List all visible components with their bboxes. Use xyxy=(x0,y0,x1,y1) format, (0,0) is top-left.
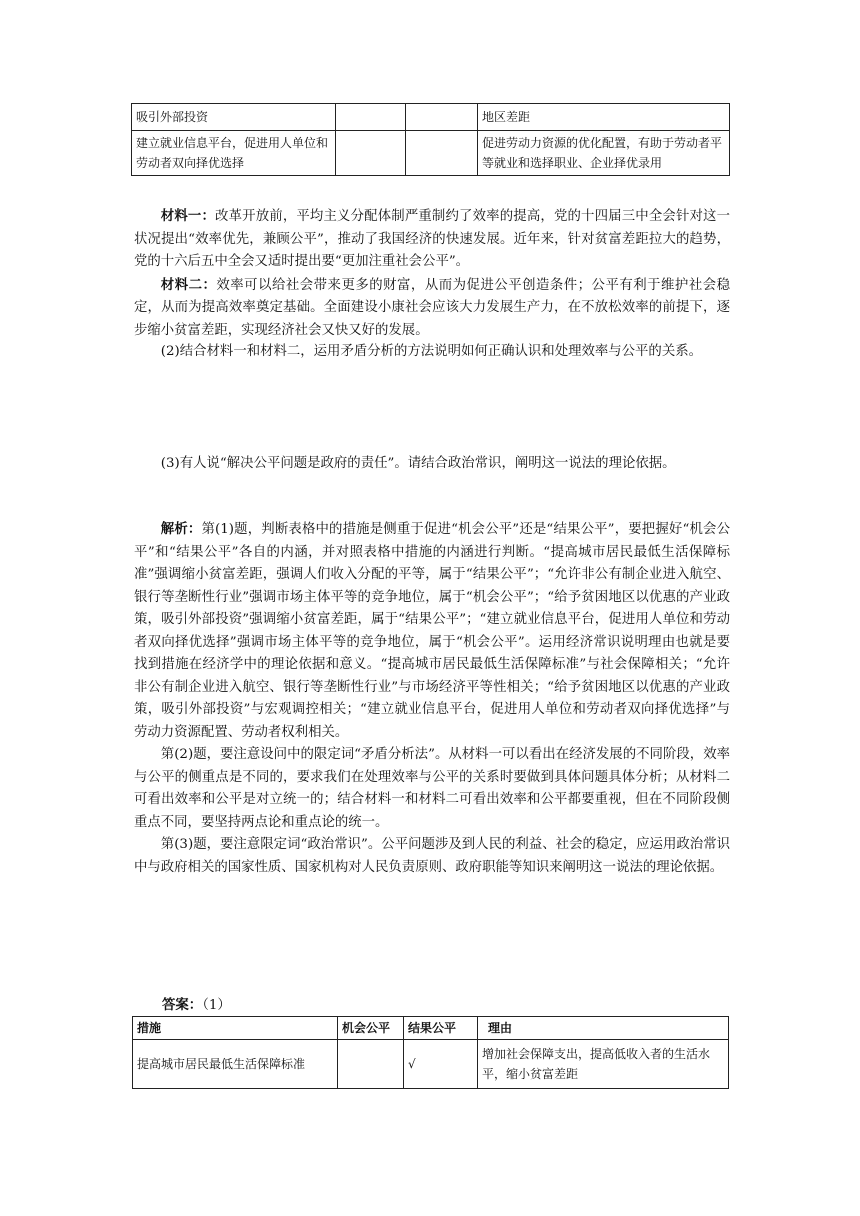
material-two-text: 效率可以给社会带来更多的财富，从而为促进公平创造条件；公平有利于维护社会稳定，从而为提高效率奠定基础。全面建设小康社会应该大力发展生产力，在不放松效率的前提下，逐步缩小贫富差距，实现经济社会又快又好的发展。 xyxy=(134,277,731,338)
material-one xyxy=(134,205,730,274)
table-row xyxy=(132,104,730,131)
question-3 xyxy=(134,453,730,476)
header-result-fairness: 结果公平 xyxy=(404,1017,478,1040)
opportunity-fairness-cell xyxy=(336,104,406,131)
analysis-paragraph-1 xyxy=(134,518,730,744)
table-row xyxy=(133,1040,729,1089)
result-fairness-cell xyxy=(406,104,478,131)
answer-suffix: （1） xyxy=(202,998,231,1013)
analysis-text-1: 第(1)题，判断表格中的措施是侧重于促进“机会公平”还是“结果公平”，要把握好“机会公平”和“结果公平”各自的内涵，并对照表格中措施的内涵进行判断。“提高城市居民最低生活保障标准”强调缩小贫富差距，强调人们收入分配的平等，属于“结果公平”；“允许非公有制企业进入航空、银行等垄断性行业”强调市场主体平等的竞争地位，属于“机会公平”；“给予贫困地区以优惠的产业政策，吸引外部投资”强调缩小贫富差距，属于“结果公平”；“建立就业信息平台，促进用人单位和劳动者双向择优选择”强调市场主体平等的竞争地位，属于“机会公平”。运用经济常识说明理由也就是要找到措施在经济学中的理论依据和意义。“提高城市居民最低生活保障标准”与社会保障相关；“允许非公有制企业进入航空、银行等垄断性行业”与市场经济平等性相关；“给予贫困地区以优惠的产业政策，吸引外部投资”与宏观调控相关；“建立就业信息平台，促进用人单位和劳动者双向择优选择”与劳动力资源配置、劳动者权利相关。 xyxy=(134,522,730,740)
analysis-label: 解析： xyxy=(160,521,202,537)
material-two-label: 材料二： xyxy=(160,276,217,293)
result-fairness-check: √ xyxy=(404,1040,478,1089)
measure-cell: 建立就业信息平台，促进用人单位和劳动者双向择优选择 xyxy=(132,131,336,176)
header-reason: 理由 xyxy=(478,1017,729,1040)
analysis-section xyxy=(134,518,730,879)
material-one-text: 改革开放前，平均主义分配体制严重制约了效率的提高，党的十四届三中全会针对这一状况提出“效率优先，兼顾公平”，推动了我国经济的快速发展。近年来，针对贫富差距拉大的趋势，党的十六后五中全会又适时提出要“更加注重社会公平”。 xyxy=(134,209,731,269)
reason-cell: 增加社会保障支出，提高低收入者的生活水平，缩小贫富差距 xyxy=(478,1040,729,1089)
materials-section xyxy=(134,205,730,342)
analysis-paragraph-2: 第(2)题，要注意设问中的限定词“矛盾分析法”。从材料一可以看出在经济发展的不同阶段，效率与公平的侧重点是不同的，要求我们在处理效率与公平的关系时要做到具体问题具体分析；从材料二可看出效率和公平是对立统一的；结合材料一和材料二可看出效率和公平都要重视，但在不同阶段侧重点不同，要坚持两点论和重点论的统一。 xyxy=(134,747,730,830)
measure-cell: 提高城市居民最低生活保障标准 xyxy=(133,1040,338,1089)
answer-heading xyxy=(162,995,231,1016)
material-one-label: 材料一： xyxy=(160,208,216,224)
measure-cell: 吸引外部投资 xyxy=(132,104,336,131)
reason-cell: 促进劳动力资源的优化配置，有助于劳动者平等就业和选择职业、企业择优录用 xyxy=(478,131,730,176)
answer-table xyxy=(132,1016,729,1089)
measures-table-continued xyxy=(131,103,730,176)
opportunity-fairness-cell xyxy=(336,131,406,176)
question-3-text: (3)有人说“解决公平问题是政府的责任”。请结合政治常识，阐明这一说法的理论依据。 xyxy=(160,456,676,471)
reason-cell: 地区差距 xyxy=(478,104,730,131)
table-row xyxy=(132,131,730,176)
header-opportunity-fairness: 机会公平 xyxy=(338,1017,404,1040)
answer-label: 答案： xyxy=(162,997,203,1013)
material-two xyxy=(134,274,730,343)
question-2-text: (2)结合材料一和材料二，运用矛盾分析的方法说明如何正确认识和处理效率与公平的关系。 xyxy=(160,344,702,359)
question-2 xyxy=(134,341,730,364)
table-header-row xyxy=(133,1017,729,1040)
opportunity-fairness-cell xyxy=(338,1040,404,1089)
header-measure: 措施 xyxy=(133,1017,338,1040)
result-fairness-cell xyxy=(406,131,478,176)
analysis-paragraph-3: 第(3)题，要注意限定词“政治常识”。公平问题涉及到人民的利益、社会的稳定，应运用政治常识中与政府相关的国家性质、国家机构对人民负责原则、政府职能等知识来阐明这一说法的理论依据。 xyxy=(134,837,730,875)
